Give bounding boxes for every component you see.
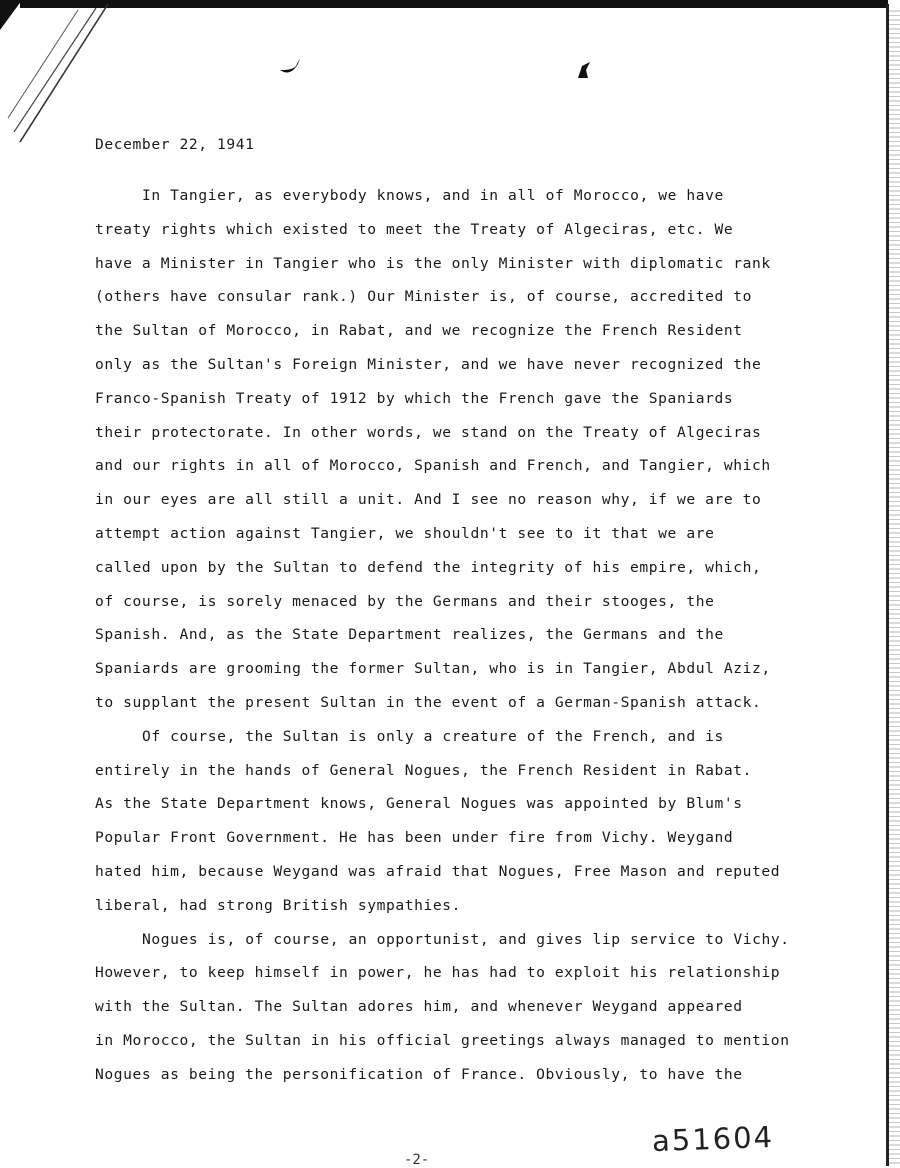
body-line: Of course, the Sultan is only a creature of the French, and is (142, 727, 724, 745)
body-line: with the Sultan. The Sultan adores him, and whenever Weygand appeared (95, 998, 743, 1016)
body-line: However, to keep himself in power, he has had to exploit his relationship (95, 964, 781, 982)
body-line: Spaniards are grooming the former Sultan, who is in Tangier, Abdul Aziz, (95, 660, 771, 678)
body-line: treaty rights which existed to meet the Treaty of Algeciras, etc. We (95, 220, 734, 238)
body-line: entirely in the hands of General Nogues, the French Resident in Rabat. (95, 761, 753, 779)
ink-mark-left-icon (278, 56, 302, 78)
body-line: Nogues is, of course, an opportunist, and gives lip service to Vichy. (142, 930, 790, 948)
body-line: (others have consular rank.) Our Minister is, of course, accredited to (95, 288, 753, 306)
ink-mark-right-icon (574, 60, 594, 82)
body-line: their protectorate. In other words, we stand on the Treaty of Algeciras (95, 423, 762, 441)
body-line: As the State Department knows, General Nogues was appointed by Blum's (95, 795, 743, 813)
body-line: to supplant the present Sultan in the event of a German-Spanish attack. (95, 694, 762, 711)
body-line: attempt action against Tangier, we shouldn't see to it that we are (95, 525, 715, 542)
body-line: only as the Sultan's Foreign Minister, and we have never recognized the (95, 356, 762, 373)
body-line: called upon by the Sultan to defend the integrity of his empire, which, (95, 558, 762, 576)
body-line: of course, is sorely menaced by the Germans and their stooges, the (95, 592, 715, 610)
body-line: In Tangier, as everybody knows, and in all of Morocco, we have (142, 187, 724, 204)
handwritten-document-id: a51604 (651, 1119, 775, 1159)
body-line: hated him, because Weygand was afraid that Nogues, Free Mason and reputed (95, 863, 781, 880)
body-line: liberal, had strong British sympathies. (95, 896, 462, 914)
body-line: the Sultan of Morocco, in Rabat, and we recognize the French Resident (95, 322, 743, 340)
body-line: Spanish. And, as the State Department realizes, the Germans and the (95, 626, 724, 644)
scan-top-edge (20, 0, 888, 8)
body-line: Franco-Spanish Treaty of 1912 by which the French gave the Spaniards (95, 389, 734, 407)
body-line: in Morocco, the Sultan in his official greetings always managed to mention (95, 1032, 790, 1049)
page-number: -2- (404, 1152, 430, 1168)
scan-right-noise (889, 10, 900, 1166)
body-line: and our rights in all of Morocco, Spanish and French, and Tangier, which (95, 457, 771, 475)
body-line: Nogues as being the personification of France. Obviously, to have the (95, 1065, 743, 1083)
body-line: Popular Front Government. He has been under fire from Vichy. Weygand (95, 829, 734, 847)
letter-date: December 22, 1941 (95, 136, 255, 153)
corner-crease-icon (0, 0, 120, 150)
body-line: in our eyes are all still a unit. And I see no reason why, if we are to (95, 491, 762, 509)
body-line: have a Minister in Tangier who is the only Minister with diplomatic rank (95, 254, 771, 272)
